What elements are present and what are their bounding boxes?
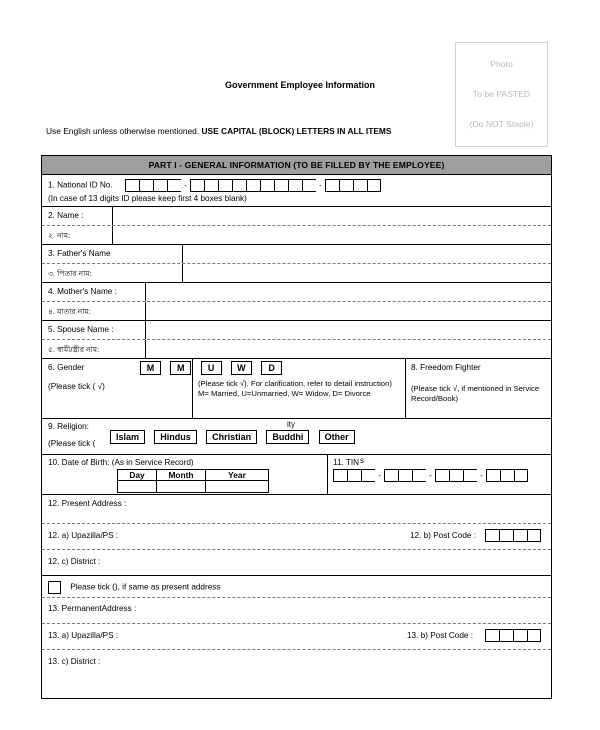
nid-box[interactable]	[153, 179, 167, 192]
row-religion	[42, 419, 551, 455]
row-district-12	[42, 550, 551, 576]
district-label-12: 12. c) District :	[48, 557, 101, 566]
nid-box[interactable]	[167, 179, 181, 192]
name-label: 2. Name :	[48, 211, 84, 220]
permanent-address-input[interactable]	[160, 598, 547, 623]
photo-line-3: (Do NOT Staple)	[469, 119, 534, 130]
row-mother-en	[42, 283, 551, 302]
row-upazilla-12	[42, 524, 551, 550]
upazilla-label-12: 12. a) Upazilla/PS :	[48, 531, 119, 540]
national-id-boxes[interactable]	[125, 179, 381, 192]
present-address-input[interactable]	[137, 495, 547, 523]
dob-year-input[interactable]	[205, 481, 269, 493]
religion-label-block	[48, 422, 95, 448]
gender-option-4[interactable]: D	[261, 361, 282, 375]
row-father-bn	[42, 264, 551, 283]
tin-box[interactable]	[333, 469, 347, 482]
nid-separator: -	[319, 181, 322, 190]
spouse-name-bn-input[interactable]	[146, 340, 551, 358]
row-gender-freedom	[42, 359, 551, 419]
freedom-fighter-note: (Please tick √, if mentioned in Service Record/Book)	[411, 384, 540, 404]
gender-option-0[interactable]: M	[140, 361, 161, 375]
postcode-label-13: 13. b) Post Code :	[407, 631, 473, 640]
dob-tin-divider	[327, 455, 328, 494]
row-father-en	[42, 245, 551, 264]
same-as-present-checkbox[interactable]	[48, 581, 61, 594]
gender-divider-2	[405, 359, 406, 418]
religion-option-hindu[interactable]: Hindus	[154, 430, 197, 444]
tin-box[interactable]	[435, 469, 449, 482]
photo-paste-box	[455, 42, 548, 147]
tin-tail-text: s	[360, 456, 364, 465]
nid-box[interactable]	[274, 179, 288, 192]
row-mother-bn	[42, 302, 551, 321]
district-input-12[interactable]	[137, 550, 547, 575]
instruction-bold: USE CAPITAL (BLOCK) LETTERS IN ALL ITEMS	[201, 126, 392, 136]
tin-box[interactable]	[514, 469, 528, 482]
spouse-name-label: 5. Spouse Name :	[48, 325, 114, 334]
religion-option-christian[interactable]: Christian	[206, 430, 257, 444]
permanent-address-label: 13. PermanentAddress :	[48, 604, 137, 613]
gender-options[interactable]	[140, 361, 289, 375]
tin-box[interactable]	[412, 469, 426, 482]
nid-box[interactable]	[204, 179, 218, 192]
row-national-id	[42, 175, 551, 194]
gender-note-line-1: (Please tick √). For clarification, refer to detail instruction)	[198, 379, 392, 388]
gender-option-2[interactable]: U	[201, 361, 222, 375]
page-title: Government Employee Information	[224, 80, 376, 90]
national-id-label: 1. National ID No.	[48, 180, 113, 190]
father-name-label-bn: ৩. পিতার নাম:	[48, 269, 92, 278]
religion-tick-hint: (Please tick (	[48, 439, 96, 448]
mother-name-label: 4. Mother's Name :	[48, 287, 117, 296]
same-as-present-label: Please tick (), if same as present address	[70, 582, 221, 592]
row-same-as-present	[42, 576, 551, 598]
nid-box[interactable]	[125, 179, 139, 192]
upazilla-label-13: 13. a) Upazilla/PS :	[48, 631, 119, 640]
gender-tick-hint: (Please tick ( √)	[48, 382, 105, 391]
tin-separator: -	[378, 471, 381, 480]
gender-label: 6. Gender	[48, 363, 85, 372]
nid-box[interactable]	[288, 179, 302, 192]
part1-header-bar: PART I - GENERAL INFORMATION (TO BE FILLED BY THE EMPLOYEE)	[42, 156, 551, 175]
tin-separator: -	[429, 471, 432, 480]
father-name-label: 3. Father's Name	[48, 249, 111, 258]
district-input-13[interactable]	[137, 650, 547, 672]
name-input[interactable]	[113, 207, 551, 225]
dob-boxes[interactable]	[117, 469, 269, 493]
tin-box[interactable]	[361, 469, 375, 482]
freedom-fighter-label: 8. Freedom Fighter	[411, 363, 481, 372]
row-upazilla-13	[42, 624, 551, 650]
tin-box[interactable]	[398, 469, 412, 482]
form-container	[41, 155, 552, 699]
tin-box[interactable]	[347, 469, 361, 482]
row-name-en	[42, 207, 551, 226]
postcode-box[interactable]	[527, 629, 541, 642]
district-label-13: 13. c) District :	[48, 657, 101, 666]
tin-box[interactable]	[486, 469, 500, 482]
national-id-note: (In case of 13 digits ID please keep first 4 boxes blank)	[48, 194, 247, 203]
nid-box[interactable]	[353, 179, 367, 192]
dob-day-input[interactable]	[117, 481, 156, 493]
tin-boxes[interactable]	[333, 469, 528, 482]
dob-month-header: Month	[156, 469, 205, 481]
freedom-fighter-block	[411, 363, 546, 405]
nid-box[interactable]	[139, 179, 153, 192]
row-name-bn	[42, 226, 551, 245]
father-name-bn-input[interactable]	[183, 264, 551, 282]
postcode-label-12: 12. b) Post Code :	[410, 531, 476, 540]
upazilla-input-13[interactable]	[152, 624, 402, 649]
nid-box[interactable]	[339, 179, 353, 192]
present-address-label: 12. Present Address :	[48, 499, 127, 508]
tin-box[interactable]	[384, 469, 398, 482]
row-spouse-bn	[42, 340, 551, 359]
nid-box[interactable]	[190, 179, 204, 192]
photo-line-1: Photo	[490, 58, 513, 69]
religion-option-buddhist[interactable]: Buddhi	[266, 430, 309, 444]
postcode-box[interactable]	[513, 629, 527, 642]
postcode-boxes-13[interactable]	[485, 629, 541, 642]
nid-separator: -	[184, 181, 187, 190]
spouse-name-label-bn: ৫. স্বামী/স্ত্রীর নাম:	[48, 345, 100, 354]
nid-box[interactable]	[367, 179, 381, 192]
dob-month-input[interactable]	[156, 481, 205, 493]
postcode-box[interactable]	[485, 529, 499, 542]
religion-label: 9. Religion:	[48, 422, 89, 431]
photo-line-2: To be PASTED	[472, 89, 531, 100]
dob-day-header: Day	[117, 469, 156, 481]
nid-box[interactable]	[218, 179, 232, 192]
postcode-box[interactable]	[513, 529, 527, 542]
mother-name-bn-input[interactable]	[146, 302, 551, 320]
nid-box[interactable]	[325, 179, 339, 192]
gender-option-1[interactable]: M	[170, 361, 191, 375]
name-label-bn: ২. নাম:	[48, 231, 71, 240]
row-district-13	[42, 650, 551, 698]
row-national-id-note	[42, 194, 551, 207]
upazilla-input-12[interactable]	[152, 524, 402, 549]
nid-box[interactable]	[302, 179, 316, 192]
tin-separator: -	[480, 471, 483, 480]
dob-year-header: Year	[205, 469, 269, 481]
mother-name-input[interactable]	[146, 283, 551, 301]
postcode-box[interactable]	[485, 629, 499, 642]
tin-label: 11. TIN	[333, 458, 360, 467]
instruction-text	[46, 126, 466, 136]
nid-box[interactable]	[260, 179, 274, 192]
tin-box[interactable]	[500, 469, 514, 482]
religion-tail-text: ity	[287, 420, 295, 429]
religion-option-other[interactable]: Other	[319, 430, 355, 444]
nid-box[interactable]	[232, 179, 246, 192]
mother-name-label-bn: ৪. মাতার নাম:	[48, 307, 91, 316]
name-bn-input[interactable]	[113, 226, 551, 244]
postcode-box[interactable]	[499, 529, 513, 542]
postcode-boxes-12[interactable]	[485, 529, 541, 542]
tin-box[interactable]	[463, 469, 477, 482]
tin-box[interactable]	[449, 469, 463, 482]
row-dob-tin	[42, 455, 551, 495]
gender-option-3[interactable]: W	[231, 361, 252, 375]
religion-option-islam[interactable]: Islam	[110, 430, 145, 444]
row-present-address	[42, 495, 551, 524]
row-permanent-address	[42, 598, 551, 624]
gender-note	[198, 379, 398, 400]
postcode-box[interactable]	[499, 629, 513, 642]
row-spouse-en	[42, 321, 551, 340]
father-name-input[interactable]	[183, 245, 551, 263]
postcode-box[interactable]	[527, 529, 541, 542]
instruction-plain: Use English unless otherwise mentioned.	[46, 126, 202, 136]
spouse-name-input[interactable]	[146, 321, 551, 339]
dob-label: 10. Date of Birth: (As in Service Record)	[48, 458, 194, 467]
nid-box[interactable]	[246, 179, 260, 192]
religion-options[interactable]	[110, 430, 362, 444]
gender-note-line-2: M= Married, U=Unmarried, W= Widow, D= Divorce	[198, 389, 371, 399]
